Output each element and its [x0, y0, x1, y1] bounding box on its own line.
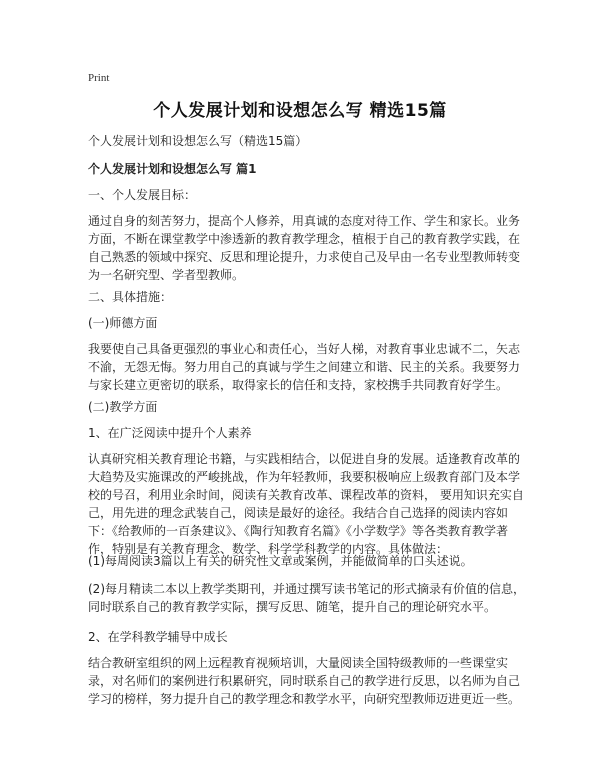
paragraph-reading: 认真研究相关教育理论书籍，与实践相结合，以促进自身的发展。适逢教育改革的大趋势及实施课改的严峻挑战，作为年轻教师，我要积极响应上级教育部门及本学校的号召，利用业余时间，阅读有关教育改革、课程改革的资料， 要用知识充实自己，用先进的理念武装自己，阅读是最好的途径。我结合自己选择的阅读内容如下：《给教师的一百条建议》、《陶行知教育名篇》《小学数学》等各类教育教学著作，特别是有关教育理念、数学、科学学科教学的内容。具体做法：	[88, 452, 524, 556]
heading-reading: 1、在广泛阅读中提升个人素养	[88, 426, 252, 440]
paragraph-goals: 通过自身的刻苦努力，提高个人修养，用真诚的态度对待工作、学生和家长。业务方面，不断在课堂教学中渗透新的教育教学理念，植根于自己的教育教学实践，在自己熟悉的领域中探究、反思和理论提升，力求使自己及早由一名专业型教师转变为一名研究型、学者型教师。	[88, 214, 521, 282]
heading-goals: 一、个人发展目标：	[88, 188, 197, 202]
heading-growth: 2、在学科教学辅导中成长	[88, 630, 228, 644]
paragraph-ethics: 我要使自己具备更强烈的事业心和责任心，当好人梯，对教育事业忠诚不二，矢志不渝，无怨无悔。努力用自己的真诚与学生之间建立和谐、民主的关系。我要努力与家长建立更密切的联系，取得家长的信任和支持，家校携手共同教育好学生。	[88, 342, 521, 392]
paragraph-monthly: (2)每月精读二本以上教学类期刊，并通过撰写读书笔记的形式摘录有价值的信息，同时联系自己的教育教学实际，撰写反思、随笔，提升自己的理论研究水平。	[88, 582, 526, 614]
heading-ethics: (一)师德方面	[88, 316, 158, 330]
page-title: 个人发展计划和设想怎么写 精选15篇	[153, 101, 447, 121]
section-heading: 个人发展计划和设想怎么写 篇1	[88, 162, 257, 176]
heading-teaching: (二)教学方面	[88, 400, 158, 414]
document-subtitle: 个人发展计划和设想怎么写（精选15篇）	[88, 134, 308, 148]
paragraph-weekly: (1)每周阅读3篇以上有关的研究性文章或案例，并能做简单的口头述说。	[88, 554, 473, 568]
print-label: Print	[88, 72, 110, 84]
paragraph-growth: 结合教研室组织的网上远程教育视频培训，大量阅读全国特级教师的一些课堂实录，对名师们的案例进行积累研究，同时联系自己的教学进行反思，以名师为自己学习的榜样，努力提升自己的教学理念和教学水平，向研究型教师迈进更近一些。	[88, 656, 521, 706]
heading-measures: 二、具体措施：	[88, 290, 173, 304]
